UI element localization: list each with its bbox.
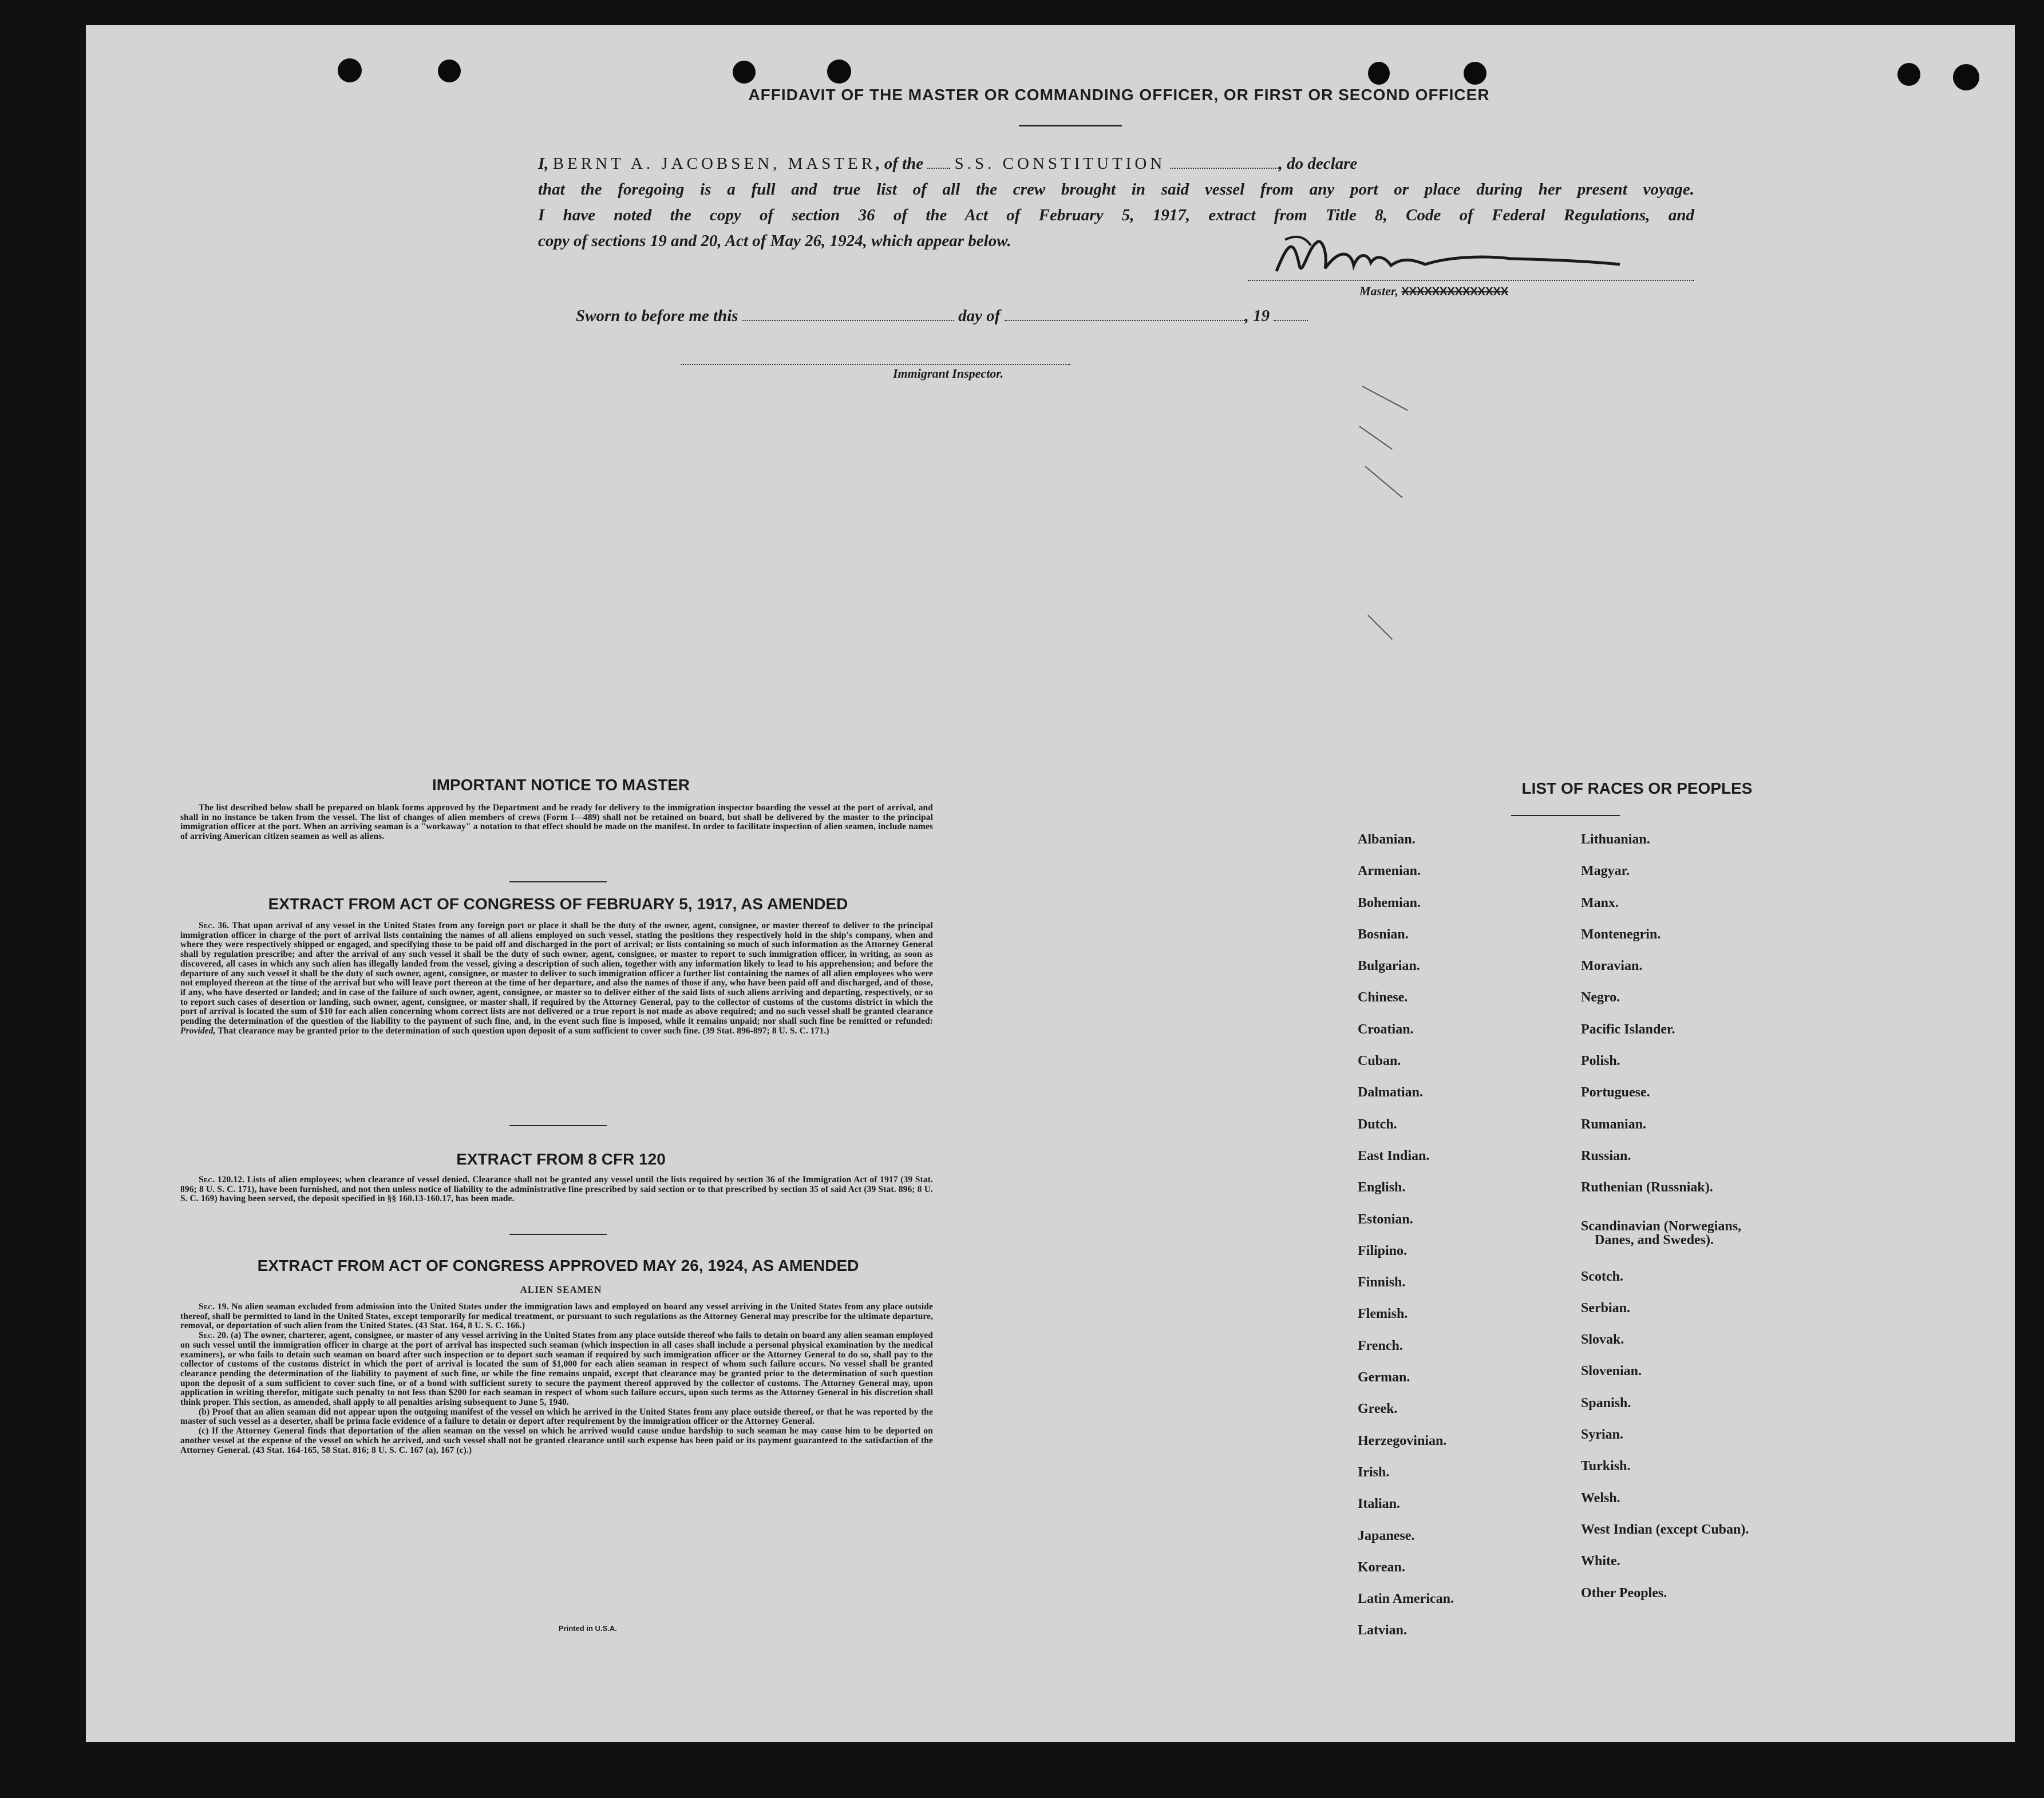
scratch-mark — [1362, 386, 1408, 411]
race-item: Pacific Islander. — [1581, 1021, 1675, 1037]
race-item: Russian. — [1581, 1148, 1631, 1163]
race-item: Slovak. — [1581, 1332, 1624, 1348]
race-item: Montenegrin. — [1581, 926, 1661, 942]
affidavit-title: AFFIDAVIT OF THE MASTER OR COMMANDING OFFICER, OR FIRST OR SECOND OFFICER — [748, 86, 1490, 104]
sec-20c-body: (c) If the Attorney General finds that deportation of the alien seaman on the vessel on which he arrived would cause undue hardship to such seaman he may cause him to be deported on another vessel at the expense of the vessel on which he arrived, and such vessel shall not be granted clearance until such expense has been paid or its payment guaranteed to the satisfaction of the Attorney General. (43 Stat. 164-165, 58 Stat. 816; 8 U. S. C. 167 (a), 167 (c).) — [180, 1426, 933, 1455]
extract-1924-title: EXTRACT FROM ACT OF CONGRESS APPROVED MAY 26, 1924, AS AMENDED — [257, 1257, 859, 1274]
notice-paragraph: The list described below shall be prepared on blank forms approved by the Department and be ready for delivery to the immigration inspector boarding the vessel at the port of arrival, and shall in no instance be taken from the vessel. The list of changes of alien members of crews (Form I—489) shall not be retained on board, but shall be delivered by the master to the principal immigration officer at the port. When an arriving seaman is a "workaway" a notation to that effect should be made on the manifest. In order to facilitate inspection of alien seamen, include names of arriving American citizen seamen as well as aliens. — [180, 803, 933, 842]
race-item: Armenian. — [1358, 864, 1421, 879]
race-item: Finnish. — [1358, 1275, 1406, 1290]
race-item: Rumanian. — [1581, 1116, 1647, 1132]
section-divider — [509, 881, 607, 882]
notice-title: IMPORTANT NOTICE TO MASTER — [432, 776, 690, 794]
race-item: Bulgarian. — [1358, 959, 1420, 974]
binder-hole — [1897, 63, 1920, 86]
race-item: Spanish. — [1581, 1395, 1631, 1411]
title-divider — [1019, 125, 1122, 126]
race-item: Slovenian. — [1581, 1364, 1642, 1379]
race-item: Danes, and Swedes). — [1595, 1232, 1714, 1247]
declaration-line-3: I have noted the copy of section 36 of the Act of February 5, 1917, extract from Title 8, Code of Federal Regulations, and — [538, 206, 1694, 224]
struck-title: XXXXXXXXXXXXXX — [1401, 286, 1509, 298]
printed-in-usa: Printed in U.S.A. — [559, 1624, 617, 1633]
master-signature — [1254, 231, 1689, 283]
sec-36-body: That upon arrival of any vessel in the United States from any foreign port or place it shall be the duty of the owner, agent, consignee, or master thereof to deliver to the principal immigration officer in charge of the port of arrival lists containing the names of all aliens employed on such vessel, stating the positions they respectively hold in the ship's company, when and where they were respectively shipped or engaged, and specifying those to be paid off and discharged in the port of arrival; or lists containing so much of such information as the Attorney General shall by regulation prescribe; and after the arrival of any such vessel it shall be the duty of such owner, agent, consignee, or master to report to such immigration officer, in writing, as soon as discovered, all cases in which any such alien has illegally landed from the vessel, giving a description of such alien, together with any information likely to lead to his apprehension; and before the departure of any such vessel it shall be the duty of such owner, agent, consignee, or master to deliver to such immigration officer a further list containing the names of all alien employees who were not employed thereon at the time of the arrival but who will leave port thereon at the time of her departure, and also the names of those if any, who have been paid off and discharged, and of those, if any, who have deserted or landed; and in case of the failure of such owner, agent, consignee, or master so to deliver either of the said lists of such aliens arriving and departing, respectively, or so to report such cases of desertion or landing, such owner, agent, consignee, or master shall, if required by the Attorney General, pay to the collector of customs of the customs district in which the port of arrival is located the sum of $10 for each alien concerning whom correct lists are not delivered or a true report is not made as above required; and no such vessel shall be granted clearance pending the determination of the question of the liability to the payment of such fine, and, in the event such fine is imposed, while it remains unpaid; nor shall such fine be remitted or refunded: — [180, 921, 933, 1027]
document-page — [86, 25, 2015, 1742]
sworn-day-of: day of — [958, 307, 1001, 325]
races-divider — [1511, 815, 1620, 816]
race-item: Albanian. — [1358, 832, 1416, 847]
sec-20-label: Sec. 20. — [199, 1330, 228, 1341]
race-item: Korean. — [1358, 1559, 1405, 1575]
extract-1924-text — [180, 1302, 933, 1455]
binder-hole — [1464, 62, 1486, 85]
sec-120-label: Sec. 120.12. — [199, 1175, 245, 1185]
sworn-prefix: Sworn to before me this — [576, 307, 738, 325]
race-item: West Indian (except Cuban). — [1581, 1522, 1749, 1537]
sworn-year: , 19 — [1244, 307, 1270, 325]
race-item: Latin American. — [1358, 1591, 1454, 1607]
race-item: Lithuanian. — [1581, 832, 1650, 847]
race-item: Herzegovinian. — [1358, 1433, 1447, 1448]
declaration-prefix: I, — [538, 155, 549, 173]
race-item: Scotch. — [1581, 1269, 1623, 1284]
race-item: Dutch. — [1358, 1116, 1397, 1132]
declaration-line-4: copy of sections 19 and 20, Act of May 26, 1924, which appear below. — [538, 232, 1011, 250]
cfr-title: EXTRACT FROM 8 CFR 120 — [456, 1150, 666, 1168]
race-item: French. — [1358, 1338, 1403, 1353]
sworn-statement — [576, 307, 1446, 326]
race-item: Ruthenian (Russniak). — [1581, 1180, 1713, 1195]
binder-hole — [438, 60, 461, 82]
race-item: Chinese. — [1358, 990, 1408, 1005]
binder-hole — [1368, 62, 1390, 85]
race-item: Japanese. — [1358, 1528, 1415, 1543]
sworn-year-field — [1274, 307, 1308, 321]
race-item: Magyar. — [1581, 864, 1630, 879]
race-item: Croatian. — [1358, 1021, 1414, 1037]
sworn-month-field — [1005, 307, 1245, 321]
race-item: Italian. — [1358, 1496, 1401, 1512]
race-item: Greek. — [1358, 1401, 1398, 1417]
race-item: Bosnian. — [1358, 926, 1409, 942]
binder-hole — [1953, 64, 1979, 90]
race-item: Negro. — [1581, 990, 1620, 1005]
declaration-do-declare: , do declare — [1278, 155, 1358, 173]
race-item: Welsh. — [1581, 1490, 1620, 1506]
binder-hole — [733, 61, 756, 84]
race-item: Moravian. — [1581, 959, 1643, 974]
race-item: Flemish. — [1358, 1306, 1408, 1322]
sec-36-label: Sec. 36. — [199, 921, 230, 930]
race-item: White. — [1581, 1554, 1620, 1569]
race-item: East Indian. — [1358, 1148, 1430, 1163]
signature-line — [1248, 280, 1694, 281]
master-label — [1359, 284, 1508, 299]
race-item: Syrian. — [1581, 1427, 1624, 1443]
race-item: Filipino. — [1358, 1243, 1408, 1258]
race-item: English. — [1358, 1180, 1406, 1195]
inspector-signature-line — [681, 364, 1070, 365]
race-item: Portuguese. — [1581, 1085, 1650, 1100]
race-item: Bohemian. — [1358, 895, 1421, 910]
alien-seamen-subtitle: ALIEN SEAMEN — [520, 1284, 602, 1295]
notice-text — [180, 803, 933, 842]
dotted-fill — [1170, 155, 1279, 169]
race-item: Polish. — [1581, 1054, 1620, 1069]
sec-36-end: That clearance may be granted prior to the determination of such question upon deposit of a sum sufficient to cover such fine. (39 Stat. 896-897; 8 U. S. C. 171.) — [218, 1025, 829, 1036]
race-item: Manx. — [1581, 895, 1619, 910]
race-item: Irish. — [1358, 1464, 1390, 1480]
extract-1917-title: EXTRACT FROM ACT OF CONGRESS OF FEBRUARY 5, 1917, AS AMENDED — [268, 895, 848, 913]
races-column-1 — [1358, 832, 1454, 1655]
race-item: Estonian. — [1358, 1211, 1413, 1227]
sec-20a-body: (a) The owner, charterer, agent, consignee, or master of any vessel arriving in the United States from any place outside thereof who fails to detain on board any alien seaman employed on such vessel until the immigration officer in charge at the port of arrival has inspected such seaman (which inspection in all cases shall include a personal physical examination by the medical examiners), or who fails to detain such seaman on board after such inspection or to deport such seaman if required by such immigration officer or the Attorney General to do so, shall pay to the collector of customs of the customs district in which the port of arrival is located the sum of $1,000 for each alien seaman in respect of whom such failure occurs. No vessel shall be granted clearance pending the determination of the liability to payment of such fine, or while the fine remains unpaid, except that clearance may be granted prior to the determination of such question upon the deposit of a sum sufficient to cover such fine, or of a bond with sufficient surety to secure the payment thereof approved by the collector of customs. The Attorney General may, upon application in writing therefor, mitigate such penalty to not less than $200 for each seaman in respect of whom such failure occurs, upon such terms as the Attorney General in his discretion shall think proper. This section, as amended, shall apply to all penalties arising subsequent to June 5, 1940. — [180, 1330, 933, 1408]
race-item: Dalmatian. — [1358, 1085, 1423, 1100]
races-title: LIST OF RACES OR PEOPLES — [1521, 779, 1753, 797]
declaration-line-2: that the foregoing is a full and true list of all the crew brought in said vessel from any port or place during her present voyage. — [538, 180, 1694, 199]
sec-20b-body: (b) Proof that an alien seaman did not appear upon the outgoing manifest of the vessel on which he arrived in the United States from any place outside thereof, or that he was reported by the master of such vessel as a deserter, shall be prima facie evidence of a failure to detain or deport after requirement by the immigration officer or the Attorney General. — [180, 1407, 933, 1427]
races-column-2 — [1581, 832, 1749, 1617]
inspector-label: Immigrant Inspector. — [893, 366, 1004, 381]
race-item: Cuban. — [1358, 1054, 1401, 1069]
race-item: Other Peoples. — [1581, 1585, 1667, 1601]
provided-label: Provided, — [180, 1025, 216, 1036]
binder-hole — [338, 58, 362, 82]
master-name: BERNT A. JACOBSEN, MASTER — [552, 155, 876, 173]
dotted-fill — [927, 155, 950, 169]
sworn-day-field — [742, 307, 954, 321]
race-item: Scandinavian (Norwegians, — [1581, 1218, 1742, 1234]
sec-19-label: Sec. 19. — [199, 1302, 229, 1312]
section-divider — [509, 1234, 607, 1235]
section-divider — [509, 1125, 607, 1126]
binder-hole — [827, 60, 851, 84]
race-item: Turkish. — [1581, 1459, 1631, 1474]
cfr-text — [180, 1175, 933, 1204]
declaration-of-the: , of the — [876, 155, 924, 173]
extract-1917-text — [180, 921, 933, 1036]
race-item: German. — [1358, 1370, 1410, 1385]
master-label-text: Master, — [1359, 284, 1398, 298]
sec-120-body: Lists of alien employees; when clearance of vessel denied. Clearance shall not be granted any vessel until the lists required by section 36 of the Immigration Act of 1917 (39 Stat. 896; 8 U. S. C. 171), have been furnished, and not then unless notice of liability to the administrative fine prescribed by said section or to that prescribed by section 35 of said Act (39 Stat. 896; 8 U. S. C. 169) having been served, the deposit specified in §§ 160.13-160.17, has been made. — [180, 1175, 934, 1204]
race-item: Latvian. — [1358, 1623, 1408, 1638]
sec-19-body: No alien seaman excluded from admission into the United States under the immigration laws and employed on board any vessel arriving in the United States from any place outside thereof, shall be permitted to land in the United States, except temporarily for medical treatment, or pursuant to such regulations as the Attorney General may prescribe for the ultimate departure, removal, or deportation of such alien from the United States. (43 Stat. 164, 8 U. S. C. 166.) — [180, 1302, 933, 1331]
scratch-mark — [1365, 466, 1402, 498]
race-item: Serbian. — [1581, 1300, 1631, 1316]
scratch-mark — [1367, 615, 1393, 640]
scratch-mark — [1359, 426, 1392, 450]
vessel-name: S.S. CONSTITUTION — [954, 155, 1166, 173]
